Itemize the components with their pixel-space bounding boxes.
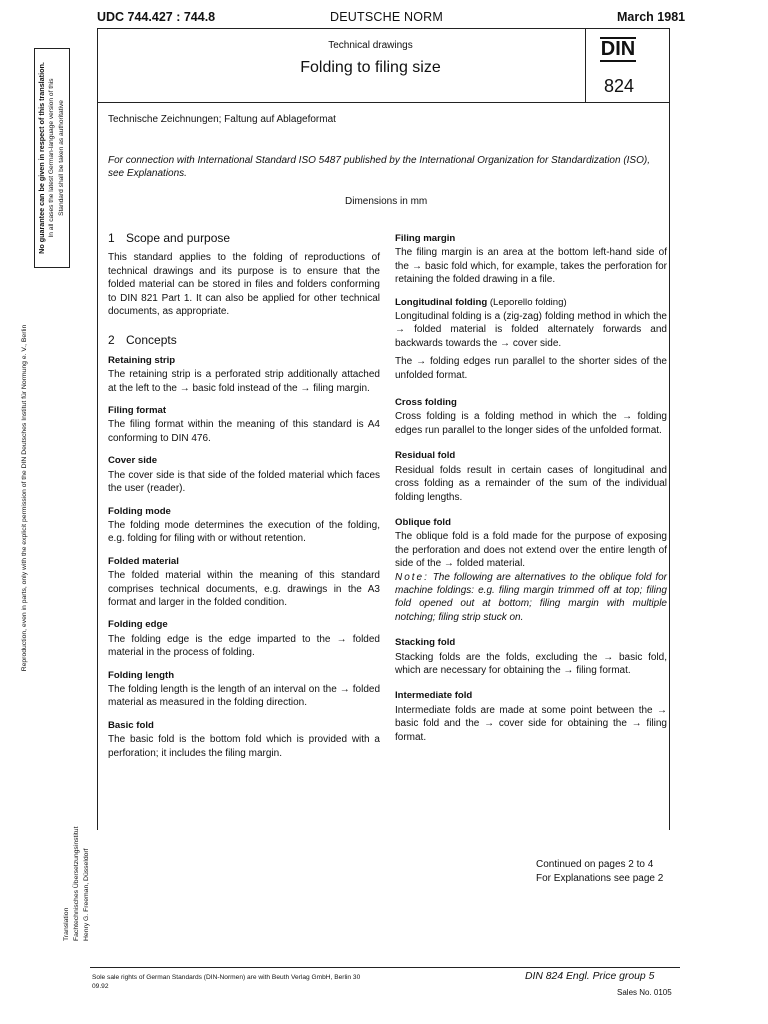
term-entry <box>108 719 380 760</box>
term-entry <box>108 505 380 546</box>
footer-divider <box>90 967 680 968</box>
term-heading: Folding edge <box>108 619 168 631</box>
sale-rights-text: Sole sale rights of German Standards (DIN-Normen) are with Beuth Verlag GmbH, Berlin 30 <box>92 974 361 981</box>
term-definition: The folding edge is the edge imparted to the → folded material in the process of folding. <box>108 633 380 659</box>
publication-date: March 1981 <box>617 10 686 24</box>
translation-line-2: Fachtechnisches Übersetzungsinstitut <box>73 826 80 941</box>
guarantee-line-1: No guarantee can be given in respect of this translation. <box>37 62 46 254</box>
term-heading: Folded material <box>108 555 179 567</box>
term-definition: The → folding edges run parallel to the shorter sides of the unfolded format. <box>395 356 667 381</box>
term-entry <box>108 555 380 610</box>
term-definition: The retaining strip is a perforated strip additionally attached at the left to the → basic fold instead of the → filing margin. <box>108 369 380 394</box>
term-definition: The basic fold is the bottom fold which is provided with a perforation; it includes the filing margin. <box>108 734 380 759</box>
term-heading: Folding mode <box>108 505 171 517</box>
document-subtitle: Technical drawings <box>328 40 413 51</box>
term-entry <box>395 689 667 744</box>
scope-paragraph: This standard applies to the folding of reproductions of technical drawings and its purpose is to ensure that the folded material can be stored in files and folders conforming to DIN 821 Part 1. It can also be applied for other technical documents, as appropriate. <box>108 252 380 318</box>
term-entry <box>395 449 667 504</box>
term-heading: Residual fold <box>395 450 456 462</box>
iso-connection-note: For connection with International Standard ISO 5487 published by the International Organization for Standardization (ISO), see Explanations. <box>108 155 650 180</box>
term-heading-main: Longitudinal folding <box>395 296 488 308</box>
term-entry <box>395 232 667 287</box>
term-heading: Oblique fold <box>395 516 451 528</box>
term-heading: Intermediate fold <box>395 690 473 702</box>
term-heading: Cross folding <box>395 397 457 409</box>
udc-classification: UDC 744.427 : 744.8 <box>97 10 216 24</box>
left-column <box>108 232 380 769</box>
explanations-page: For Explanations see page 2 <box>536 873 664 884</box>
term-definition: Cross folding is a folding method in which the → folding edges run parallel to the longer sides of the unfolded format. <box>395 411 667 436</box>
term-heading: Filing margin <box>395 233 456 244</box>
guarantee-line-3: Standard shall be taken as authoritative <box>58 100 65 216</box>
term-definition: Longitudinal folding is a (zig-zag) folding method in which the → folded material is folded alternately forwards and backwards towards the → cover side. <box>395 311 667 349</box>
note-text: The following are alternatives to the oblique fold for machine foldings: e.g. filing margin trimmed off at top; filing fold opened out at bottom; filing margin with multiple notching; filing strip stuck on. <box>395 571 668 623</box>
section-title: Scope and purpose <box>126 231 231 245</box>
term-heading: Filing format <box>108 405 167 417</box>
document-title: Folding to filing size <box>300 59 441 76</box>
guarantee-notice <box>34 48 70 268</box>
translation-line-1: Translation <box>63 907 70 941</box>
term-definition: The filing format within the meaning of this standard is A4 conforming to DIN 476. <box>108 419 380 444</box>
translation-line-3: Henry G. Freeman, Düsseldorf <box>83 848 90 941</box>
footer-code: 09.92 <box>92 983 109 990</box>
footer-din-reference: DIN 824 Engl. Price group 5 <box>525 971 655 982</box>
oblique-fold-note <box>395 571 667 625</box>
term-entry <box>108 669 380 710</box>
din-number: 824 <box>603 76 635 96</box>
term-definition: The cover side is that side of the folded material which faces the user (reader). <box>108 469 380 495</box>
term-definition: The folded material within the meaning of this standard comprises technical documents, e.g. drawings in the A3 format and larger in the folded condition. <box>108 570 380 608</box>
continuation-note <box>536 858 676 886</box>
term-heading: Cover side <box>108 455 158 467</box>
term-definition: Stacking folds are the folds, excluding the → basic fold, which are necessary for obtaining the → filing format. <box>395 651 667 676</box>
term-definition: The filing margin is an area at the bottom left-hand side of the → basic fold which, for example, takes the perforation for retaining the folded drawing in a file. <box>395 247 667 286</box>
dimensions-note: Dimensions in mm <box>345 196 428 207</box>
term-definition: Residual folds result in certain cases of longitudinal and cross folding as a remainder of the sum of the individual folding lengths. <box>395 464 667 503</box>
term-definition: The folding length is the length of an interval on the → folded material as measured in the folding direction. <box>108 683 380 709</box>
continued-pages: Continued on pages 2 to 4 <box>536 859 654 870</box>
section-title: Concepts <box>126 333 177 348</box>
term-entry <box>395 296 667 382</box>
din-logo: DIN <box>600 38 636 60</box>
term-entry <box>395 636 667 677</box>
term-entry <box>108 618 380 659</box>
title-box <box>97 28 670 103</box>
standard-body: DEUTSCHE NORM <box>330 10 444 24</box>
section-1-heading <box>108 232 380 245</box>
german-title: Technische Zeichnungen; Faltung auf Ablageformat <box>108 114 336 125</box>
term-entry <box>395 396 667 437</box>
term-heading <box>395 296 667 309</box>
right-column <box>395 232 667 753</box>
term-definition: Intermediate folds are made at some point between the → basic fold and the → cover side for obtaining the → filing format. <box>395 704 667 743</box>
term-entry <box>108 454 380 495</box>
term-entry <box>108 354 380 395</box>
term-heading: Retaining strip <box>108 354 176 366</box>
footer-rights <box>92 973 360 991</box>
section-2-heading <box>108 334 380 347</box>
section-number: 1 <box>108 231 115 245</box>
term-entry <box>108 404 380 445</box>
translation-credit <box>62 761 92 941</box>
term-heading: Folding length <box>108 669 175 681</box>
term-heading: Basic fold <box>108 719 154 731</box>
note-label: Note: <box>395 571 429 583</box>
term-definition: The oblique fold is a fold made for the purpose of exposing the perforation and does not extend over the entire length of side of the → folded material. <box>395 531 667 570</box>
term-heading-aside: (Leporello folding) <box>489 296 567 308</box>
term-entry <box>395 516 667 624</box>
sales-number: Sales No. 0105 <box>617 988 672 997</box>
guarantee-line-2: In all cases the latest German-language version of this <box>48 78 55 238</box>
term-heading: Stacking fold <box>395 637 456 649</box>
section-number: 2 <box>108 333 115 348</box>
reproduction-notice: Reproduction, even in parts, only with the explicit permission of the DIN Deutsches Institut für Normung e. V., Berlin <box>21 324 28 672</box>
term-definition: The folding mode determines the execution of the folding, e.g. folding for filing with or without retention. <box>108 519 380 545</box>
